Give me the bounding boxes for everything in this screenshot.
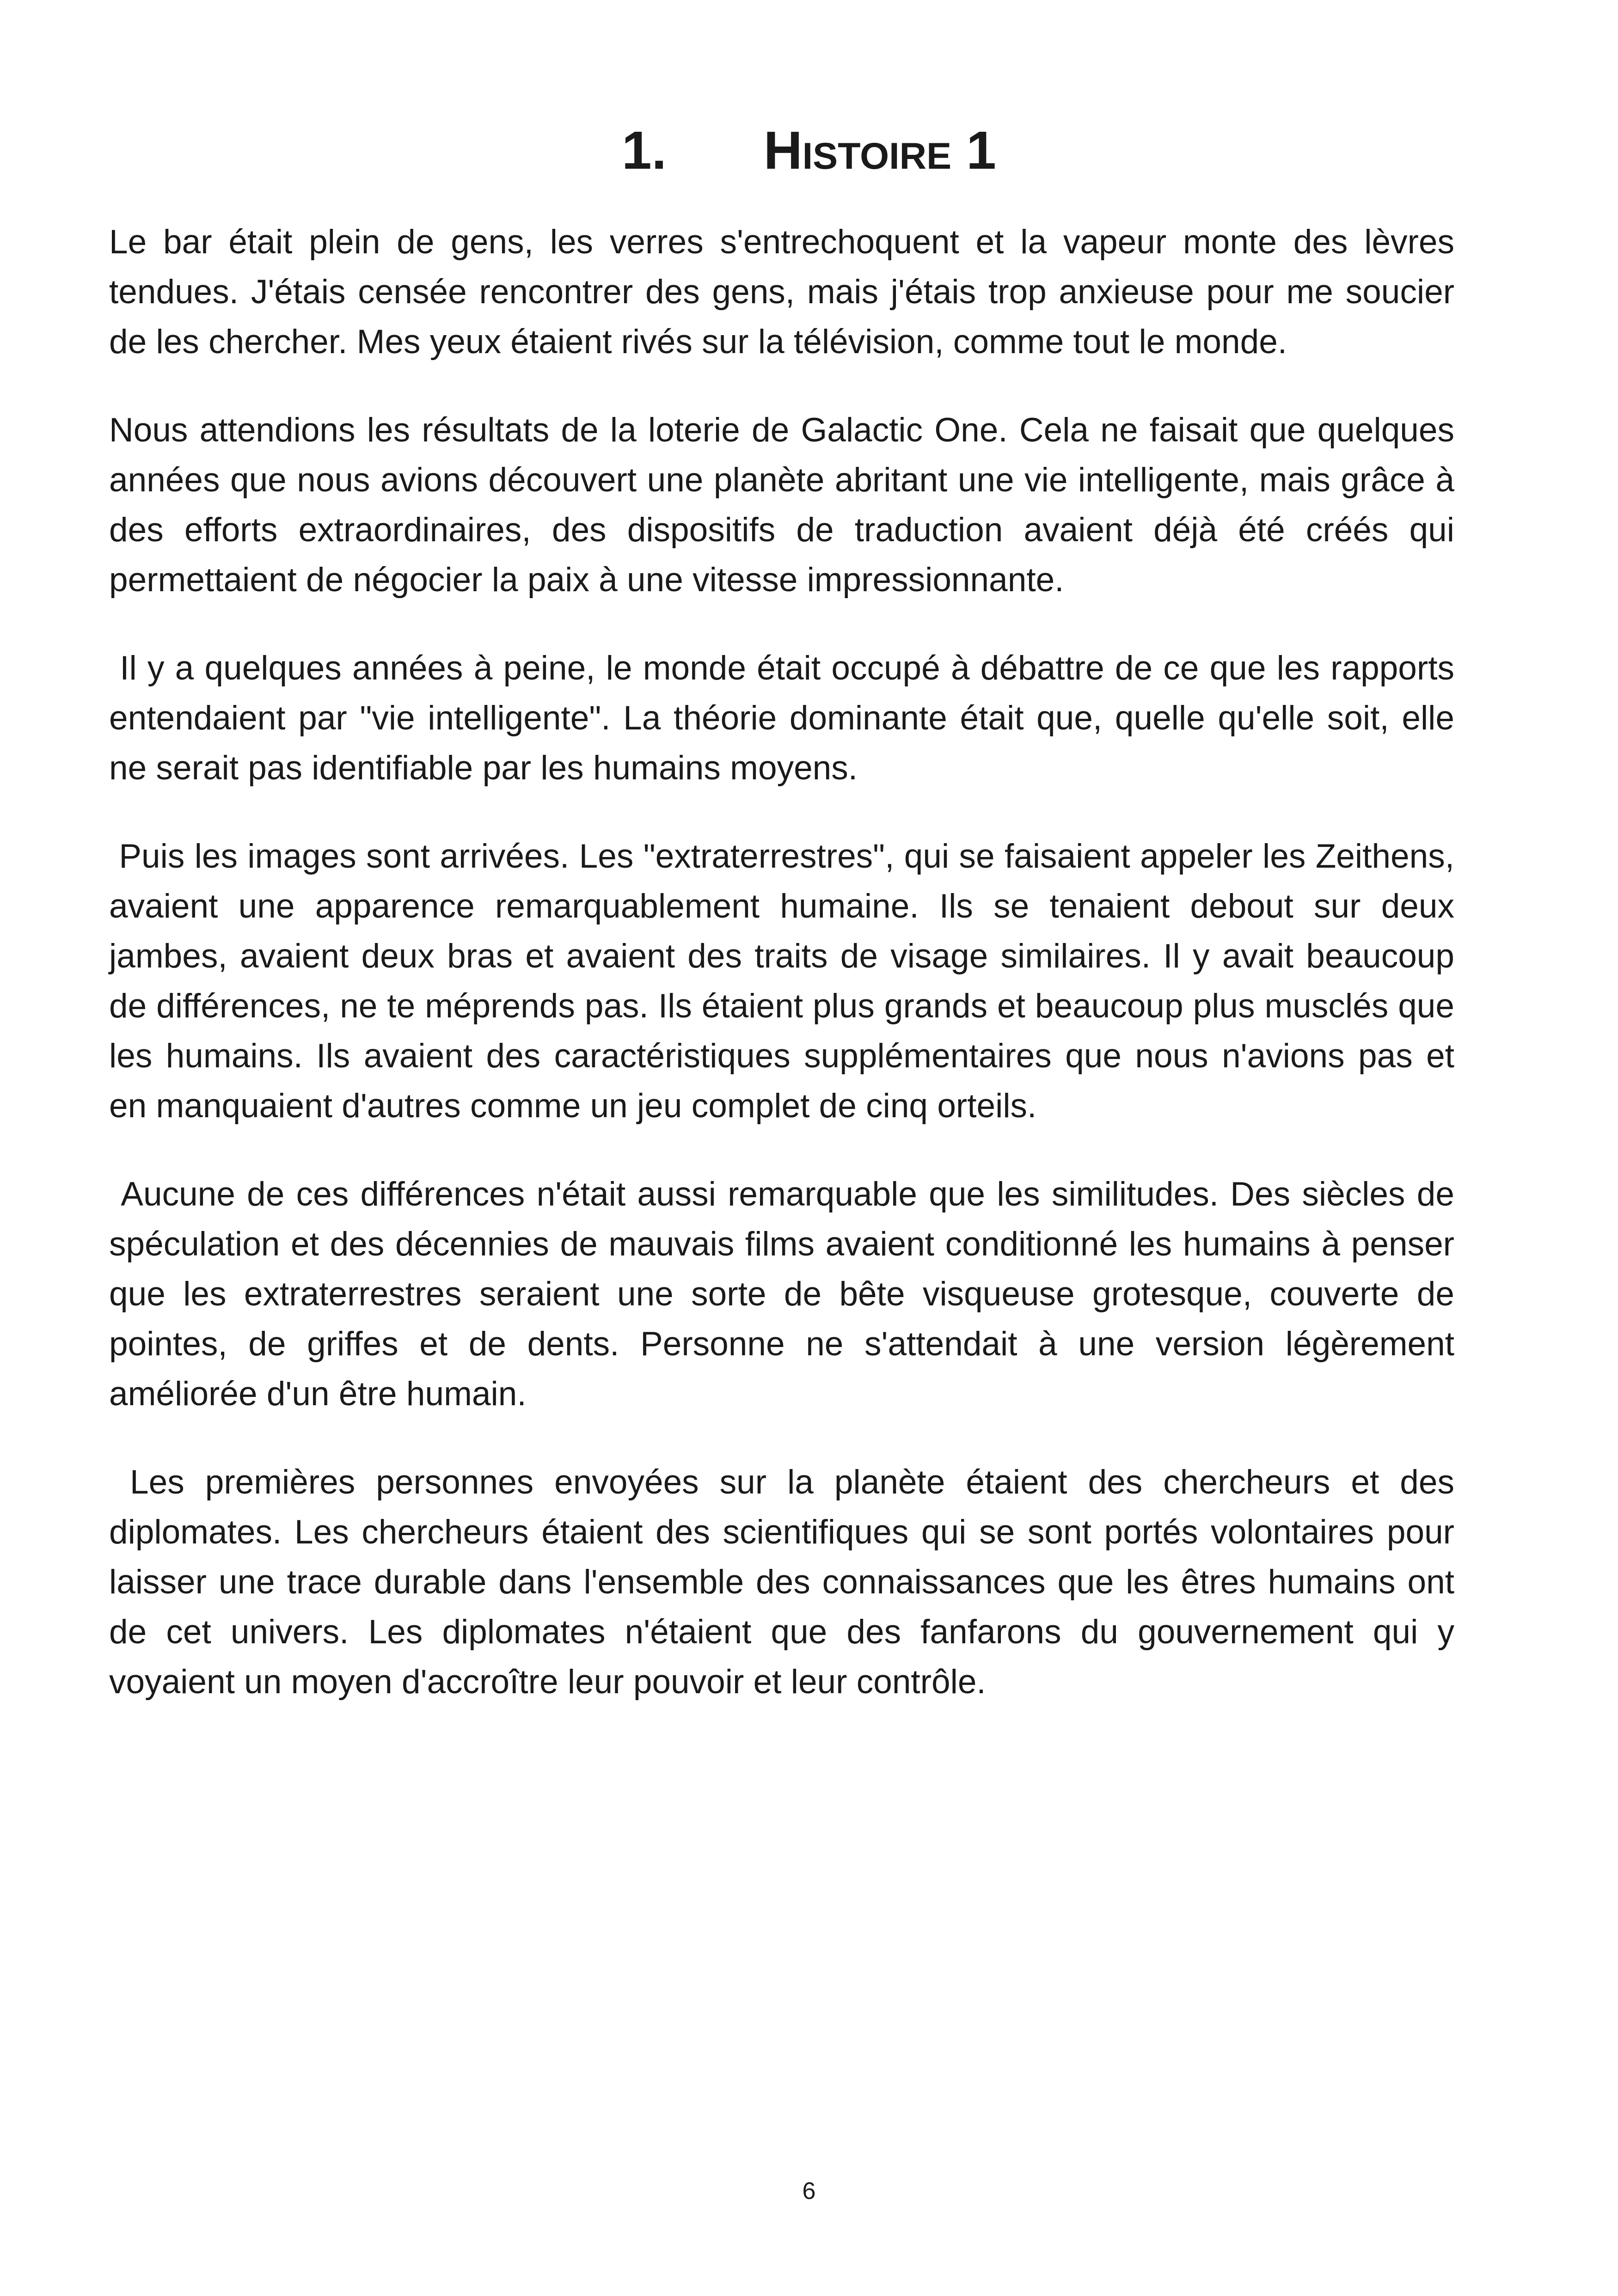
paragraph: Aucune de ces différences n'était aussi remarquable que les similitudes. Des siècles de spéculation et des décennies de mauvais films avaient conditionné les humains à penser que les extraterrestres seraient une sorte de bête visqueuse grotesque, couverte de pointes, de griffes et de dents. Personne ne s'attendait à une version légèrement améliorée d'un être humain. (109, 1176, 1464, 1413)
chapter-number: 1. (622, 120, 667, 180)
paragraph: Puis les images sont arrivées. Les "extraterrestres", qui se faisaient appeler les Zeithens, avaient une apparence remarquablement humaine. Ils se tenaient debout sur deux jambes, avaient deux bras et avaient des traits de visage similaires. Il y avait beaucoup de différences, ne te méprends pas. Ils étaient plus grands et beaucoup plus musclés que les humains. Ils avaient des caractéristiques supplémentaires que nous n'avions pas et en manquaient d'autres comme un jeu complet de cinq orteils. (109, 838, 1464, 1125)
paragraph: Le bar était plein de gens, les verres s'entrechoquent et la vapeur monte des lèvres tendues. J'étais censée rencontrer des gens, mais j'étais trop anxieuse pour me soucier de les chercher. Mes yeux étaient rivés sur la télévision, comme tout le monde. (109, 223, 1464, 361)
paragraph: Nous attendions les résultats de la loterie de Galactic One. Cela ne faisait que quelques années que nous avions découvert une planète abritant une vie intelligente, mais grâce à des efforts extraordinaires, des dispositifs de traduction avaient déjà été créés qui permettaient de négocier la paix à une vitesse impressionnante. (109, 411, 1464, 599)
page-number: 6 (802, 2178, 816, 2204)
paragraph: Il y a quelques années à peine, le monde était occupé à débattre de ce que les rapports entendaient par "vie intelligente". La théorie dominante était que, quelle qu'elle soit, elle ne serait pas identifiable par les humains moyens. (109, 649, 1464, 787)
chapter-title: Histoire 1 (763, 120, 996, 180)
chapter-heading (0, 116, 1618, 185)
chapter-body (109, 217, 1464, 1745)
paragraph: Les premières personnes envoyées sur la planète étaient des chercheurs et des diplomates. Les chercheurs étaient des scientifiques qui se sont portés volontaires pour laisser une trace durable dans l'ensemble des connaissances que les êtres humains ont de cet univers. Les diplomates n'étaient que des fanfarons du gouvernement qui y voyaient un moyen d'accroître leur pouvoir et leur contrôle. (109, 1463, 1464, 1701)
